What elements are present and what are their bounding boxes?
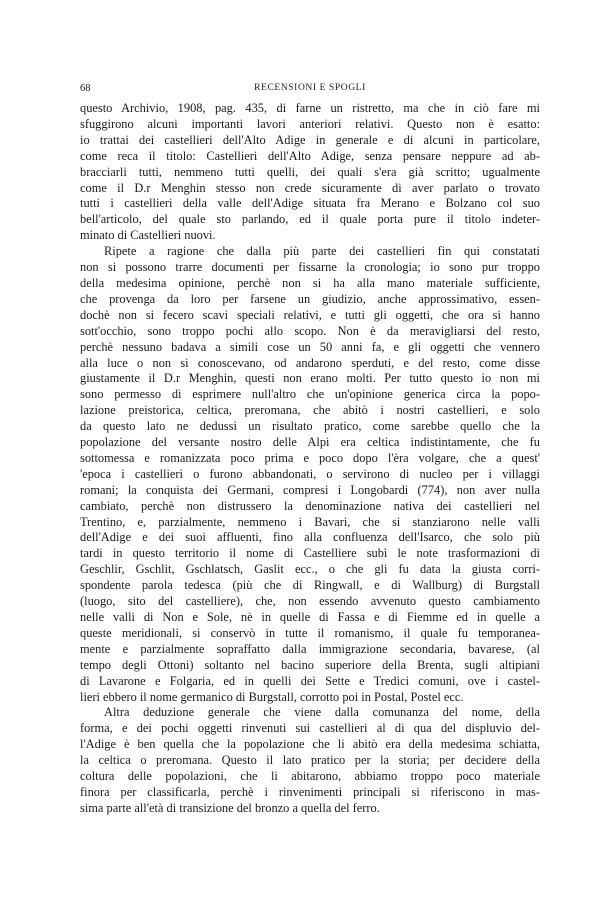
text-line: nelle valli di Non e Sole, nè in quelle di Fassa e di Fiemme ed in quelle a (80, 610, 540, 624)
running-head (80, 83, 540, 97)
text-line: minato di Castellieri nuovi. (80, 228, 216, 243)
text-line: la celtica o preromana. Questo il lato pratico per la storia; per decidere della (80, 753, 540, 768)
text-line: mente e parzialmente sopraffatto dalla immigrazione secondaria, bavarese, (al (80, 641, 540, 656)
text-line: questo Archivio, 1908, pag. 435, di farne un ristretto, ma che in ciò fare mi (80, 101, 540, 115)
text-line: Geschlir, Gschlit, Gschlatsch, Gaslit ecc., o che gli fu data la giusta corri- (80, 562, 540, 577)
text-line: lieri ebbero il nome germanico di Burgstall, corrotto poi in Postal, Postel ecc. (80, 689, 464, 704)
text-line: popolazione del versante nostro delle Alpi era celtica indistintamente, che fu (80, 435, 540, 450)
paragraph (80, 244, 540, 705)
text-line: (luogo, sito del castelliere), che, non essendo avvenuto questo cambiamento (80, 594, 540, 609)
text-line: sima parte all'età di transizione del bronzo a quella del ferro. (80, 800, 380, 815)
text-line: tutti i castellieri della valle dell'Adige situata fra Merano e Bolzano col suo (80, 196, 540, 211)
running-title: RECENSIONI E SPOGLI (254, 83, 366, 93)
text-line: da questo lato ne dedussi un risultato pratico, come sarebbe quello che la (80, 419, 540, 434)
text-line: cambiato, perchè non distrussero la denominazione nativa dei castellieri nel (80, 498, 540, 513)
paragraph (80, 101, 540, 244)
text-line: come reca il titolo: Castellieri dell'Alto Adige, senza pensare neppure ad ab- (80, 148, 540, 163)
text-line: sottomessa e romanizzata poco prima e poco dopo l'èra volgare, che a quest' (80, 450, 540, 465)
text-line: dell'Adige e dei suoi affluenti, fino alla confluenza dell'Isarco, che solo più (80, 530, 540, 545)
text-line: io trattai dei castellieri dell'Alto Adige in generale e di alcuni in particolare, (80, 132, 540, 147)
text-line: finora per classificarla, perchè i rinvenimenti principali si riferiscono in mas- (80, 784, 540, 799)
text-line: sono permesso di esprimere null'altro che un'opinione generica circa la popo- (80, 387, 540, 402)
text-line: coltura delle popolazioni, che li abitarono, abbiamo troppo poco materiale (80, 769, 540, 784)
text-line: non si possono trarre documenti per fissarne la cronologia; io sono pur troppo (80, 260, 540, 275)
text-line: bell'articolo, del quale sto parlando, ed il quale porta pure il titolo indeter- (80, 212, 540, 227)
text-line: bracciarli tutti, nemmeno tutti quelli, dei quali s'era già scritto; ugualmente (80, 164, 540, 179)
text-line: queste meridionali, si conservò in tutte il romanismo, il quale fu temporanea- (80, 625, 540, 640)
text-line: romani; la conquista dei Germani, compresi i Longobardi (774), non aver nulla (80, 482, 540, 497)
text-line: giustamente il D.r Menghin, questi non erano molti. Per tutto questo io non mi (80, 371, 540, 386)
body-text (80, 101, 540, 817)
paragraph (80, 705, 540, 816)
text-line: che provenga da loro per farsene un giudizio, anche approssimativo, essen- (80, 291, 540, 306)
text-line: come il D.r Menghin stesso non crede sicuramente di aver parlato o trovato (80, 180, 540, 195)
text-line: tardi in questo territorio il nome di Castelliere subì le note trasformazioni di (80, 546, 540, 561)
text-line: dochè non si fecero scavi speciali relativi, e tutti gli oggetti, che ora si hanno (80, 307, 540, 322)
text-line: lazione preistorica, celtica, preromana, che abitò i nostri castellieri, e solo (80, 403, 540, 418)
text-line: Ripete a ragione che dalla più parte dei castellieri fin qui constatati (104, 244, 540, 259)
text-line: 'epoca i castellieri o furono abbandonati, o servirono di nucleo per i villaggi (80, 466, 540, 481)
text-line: Altra deduzione generale che viene dalla comunanza del nome, della (104, 705, 540, 720)
page-number: 68 (80, 83, 91, 94)
text-line: forma, e dei pochi oggetti rinvenuti sui castellieri al di qua del displuvio del- (80, 721, 540, 736)
text-line: sfuggirono alcuni importanti lavori anteriori relativi. Questo non è esatto: (80, 116, 540, 131)
text-line: di Lavarone e Folgaria, ed in quelli dei Sette e Tredici comuni, ove i castel- (80, 673, 540, 688)
text-line: Trentino, e, parzialmente, nemmeno i Bavari, che si stanziarono nelle valli (80, 514, 540, 529)
text-line: alla luce o non si conoscevano, od andarono sperduti, e del resto, come disse (80, 355, 540, 370)
text-line: della medesima opinione, perchè non si ha alla mano materiale sufficiente, (80, 275, 540, 290)
text-line: spondente parola tedesca (più che di Ringwall, e di Wallburg) di Burgstall (80, 578, 540, 593)
text-line: l'Adige è ben quella che la popolazione che li abitò era della medesima schiatta, (80, 737, 540, 752)
text-line: perchè nessuno badava a simili cose un 50 anni fa, e gli oggetti che vennero (80, 339, 540, 354)
text-line: sott'occhio, sono troppo pochi allo scopo. Non è da meravigliarsi del resto, (80, 323, 540, 338)
text-line: tempo degli Ottoni) soltanto nel bacino superiore della Brenta, sugli altipiani (80, 657, 540, 672)
